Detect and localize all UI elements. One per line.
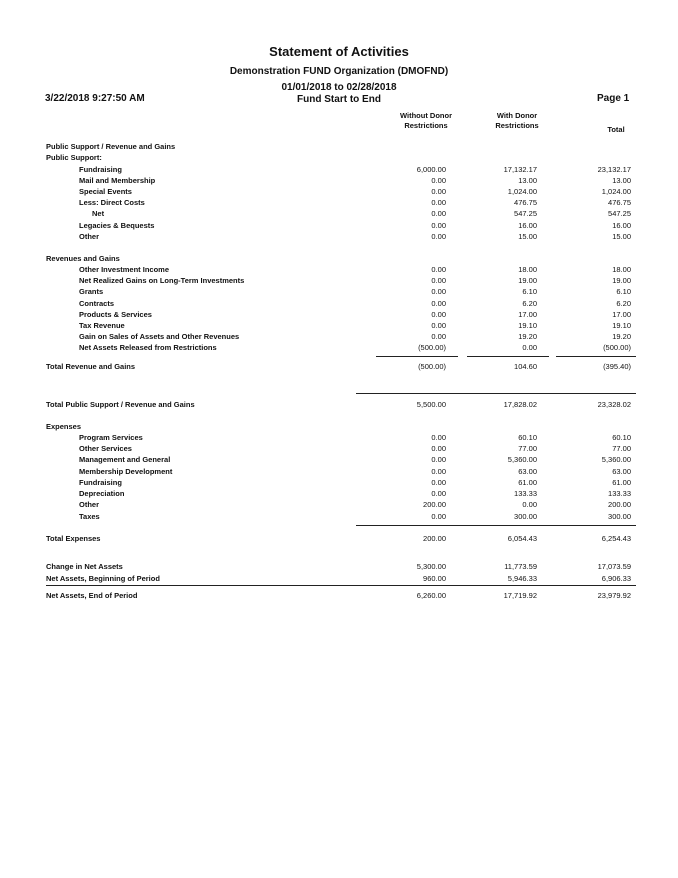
cell-with-donor: 5,360.00 — [507, 455, 537, 464]
row-label: Less: Direct Costs — [79, 198, 145, 207]
cell-total: (395.40) — [603, 362, 631, 371]
cell-total: 6,254.43 — [601, 534, 631, 543]
cell-total: (500.00) — [603, 343, 631, 352]
cell-without-donor: (500.00) — [418, 343, 446, 352]
row-label: Net Assets Released from Restrictions — [79, 343, 217, 352]
table-row — [0, 231, 678, 242]
cell-total: 23,979.92 — [597, 591, 631, 600]
cell-without-donor: 5,500.00 — [416, 400, 446, 409]
subtotal-rule — [356, 525, 636, 526]
row-label: Mail and Membership — [79, 176, 156, 185]
table-row — [0, 220, 678, 231]
cell-with-donor: 6,054.43 — [507, 534, 537, 543]
cell-with-donor: 60.10 — [518, 433, 537, 442]
cell-with-donor: 19.00 — [518, 276, 537, 285]
cell-without-donor: 0.00 — [431, 467, 446, 476]
row-label: Public Support: — [46, 153, 102, 162]
row-label: Gain on Sales of Assets and Other Revenues — [79, 332, 240, 341]
cell-without-donor: 0.00 — [431, 176, 446, 185]
row-label: Change in Net Assets — [46, 562, 123, 571]
cell-with-donor: 19.10 — [518, 321, 537, 330]
cell-total: 60.10 — [612, 433, 631, 442]
cell-total: 19.10 — [612, 321, 631, 330]
cell-without-donor: 0.00 — [431, 276, 446, 285]
ending-rule — [46, 585, 636, 586]
cell-total: 476.75 — [608, 198, 631, 207]
cell-without-donor: 0.00 — [431, 321, 446, 330]
cell-with-donor: 133.33 — [514, 489, 537, 498]
cell-without-donor: 200.00 — [423, 500, 446, 509]
page-number: Page 1 — [597, 93, 630, 104]
table-row — [0, 499, 678, 510]
table-row — [0, 421, 678, 432]
cell-with-donor: 17,132.17 — [503, 165, 537, 174]
row-label: Depreciation — [79, 489, 125, 498]
cell-total: 547.25 — [608, 209, 631, 218]
table-row — [0, 342, 678, 353]
table-row — [0, 466, 678, 477]
table-row — [0, 454, 678, 465]
cell-without-donor: 0.00 — [431, 433, 446, 442]
cell-total: 63.00 — [612, 467, 631, 476]
table-row — [0, 443, 678, 454]
row-label: Revenues and Gains — [46, 254, 120, 263]
cell-with-donor: 6.10 — [522, 287, 537, 296]
cell-without-donor: 0.00 — [431, 489, 446, 498]
cell-total: 13.00 — [612, 176, 631, 185]
cell-without-donor: 200.00 — [423, 534, 446, 543]
table-row — [0, 432, 678, 443]
column-header-without-donor — [376, 111, 476, 131]
table-row — [0, 309, 678, 320]
total-rule — [356, 393, 636, 394]
cell-without-donor: 0.00 — [431, 287, 446, 296]
cell-total: 6,906.33 — [601, 574, 631, 583]
table-row — [0, 590, 678, 601]
cell-with-donor: 17,828.02 — [503, 400, 537, 409]
cell-total: 1,024.00 — [601, 187, 631, 196]
row-label: Public Support / Revenue and Gains — [46, 142, 176, 151]
cell-total: 6.20 — [616, 299, 631, 308]
table-row — [0, 264, 678, 275]
row-label: Other Services — [79, 444, 132, 453]
cell-with-donor: 18.00 — [518, 265, 537, 274]
subtotal-rule — [376, 356, 458, 357]
row-label: Special Events — [79, 187, 132, 196]
table-row — [0, 399, 678, 410]
row-label: Tax Revenue — [79, 321, 125, 330]
row-label: Taxes — [79, 512, 100, 521]
row-label: Net — [92, 209, 105, 218]
row-label: Membership Development — [79, 467, 173, 476]
table-row — [0, 141, 678, 152]
cell-without-donor: 0.00 — [431, 187, 446, 196]
cell-without-donor: 0.00 — [431, 310, 446, 319]
cell-with-donor: 0.00 — [522, 500, 537, 509]
row-label: Program Services — [79, 433, 143, 442]
table-row — [0, 331, 678, 342]
cell-total: 5,360.00 — [601, 455, 631, 464]
cell-with-donor: 300.00 — [514, 512, 537, 521]
column-header-without-donor-line2: Restrictions — [404, 121, 448, 130]
subtotal-rule — [556, 356, 636, 357]
cell-without-donor: 0.00 — [431, 444, 446, 453]
row-label: Other — [79, 500, 100, 509]
column-header-with-donor — [467, 111, 567, 131]
cell-with-donor: 77.00 — [518, 444, 537, 453]
cell-total: 77.00 — [612, 444, 631, 453]
row-label: Fundraising — [79, 165, 122, 174]
cell-without-donor: 0.00 — [431, 209, 446, 218]
cell-with-donor: 15.00 — [518, 232, 537, 241]
cell-without-donor: 0.00 — [431, 265, 446, 274]
cell-total: 17,073.59 — [597, 562, 631, 571]
table-row — [0, 298, 678, 309]
organization-name: Demonstration FUND Organization (DMOFND) — [229, 66, 449, 77]
cell-with-donor: 63.00 — [518, 467, 537, 476]
cell-total: 19.20 — [612, 332, 631, 341]
cell-total: 23,132.17 — [597, 165, 631, 174]
cell-without-donor: 0.00 — [431, 221, 446, 230]
table-row — [0, 561, 678, 572]
table-row — [0, 186, 678, 197]
table-row — [0, 488, 678, 499]
table-row — [0, 533, 678, 544]
row-label: Products & Services — [79, 310, 152, 319]
cell-without-donor: (500.00) — [418, 362, 446, 371]
table-row — [0, 286, 678, 297]
row-label: Expenses — [46, 422, 82, 431]
table-row — [0, 275, 678, 286]
row-label: Legacies & Bequests — [79, 221, 155, 230]
cell-total: 23,328.02 — [597, 400, 631, 409]
cell-without-donor: 0.00 — [431, 512, 446, 521]
column-header-with-donor-line2: Restrictions — [495, 121, 539, 130]
cell-with-donor: 11,773.59 — [504, 562, 537, 571]
row-label: Management and General — [79, 455, 171, 464]
row-label: Net Assets, End of Period — [46, 591, 138, 600]
table-row — [0, 511, 678, 522]
cell-with-donor: 19.20 — [518, 332, 537, 341]
column-header-total: Total — [607, 125, 625, 134]
cell-total: 18.00 — [612, 265, 631, 274]
cell-without-donor: 0.00 — [431, 455, 446, 464]
cell-with-donor: 16.00 — [518, 221, 537, 230]
table-row — [0, 361, 678, 372]
row-label: Net Realized Gains on Long-Term Investments — [79, 276, 245, 285]
row-label: Other Investment Income — [79, 265, 170, 274]
table-row — [0, 320, 678, 331]
cell-without-donor: 0.00 — [431, 232, 446, 241]
table-row — [0, 477, 678, 488]
cell-with-donor: 547.25 — [514, 209, 537, 218]
row-label: Grants — [79, 287, 104, 296]
table-row — [0, 152, 678, 163]
column-header-with-donor-line1: With Donor — [496, 111, 538, 120]
table-row — [0, 164, 678, 175]
cell-with-donor: 1,024.00 — [507, 187, 537, 196]
cell-without-donor: 0.00 — [431, 332, 446, 341]
cell-total: 300.00 — [608, 512, 631, 521]
table-row — [0, 197, 678, 208]
row-label: Other — [79, 232, 100, 241]
cell-with-donor: 0.00 — [522, 343, 537, 352]
cell-total: 6.10 — [616, 287, 631, 296]
cell-without-donor: 960.00 — [423, 574, 446, 583]
cell-without-donor: 6,260.00 — [416, 591, 446, 600]
cell-with-donor: 6.20 — [522, 299, 537, 308]
report-title: Statement of Activities — [269, 44, 409, 59]
cell-without-donor: 5,300.00 — [416, 562, 446, 571]
cell-total: 15.00 — [612, 232, 631, 241]
row-label: Fundraising — [79, 478, 122, 487]
table-row — [0, 208, 678, 219]
cell-total: 61.00 — [612, 478, 631, 487]
report-basis: Fund Start to End — [297, 94, 381, 105]
cell-without-donor: 0.00 — [431, 299, 446, 308]
column-header-without-donor-line1: Without Donor — [400, 111, 452, 120]
row-label: Total Public Support / Revenue and Gains — [46, 400, 195, 409]
row-label: Contracts — [79, 299, 115, 308]
table-row — [0, 175, 678, 186]
cell-with-donor: 61.00 — [518, 478, 537, 487]
subtotal-rule — [467, 356, 549, 357]
cell-without-donor: 6,000.00 — [416, 165, 446, 174]
cell-without-donor: 0.00 — [431, 198, 446, 207]
report-period: 01/01/2018 to 02/28/2018 — [281, 82, 397, 93]
row-label: Total Expenses — [46, 534, 101, 543]
cell-total: 133.33 — [608, 489, 631, 498]
row-label: Total Revenue and Gains — [46, 362, 136, 371]
cell-total: 17.00 — [612, 310, 631, 319]
row-label: Net Assets, Beginning of Period — [46, 574, 160, 583]
cell-without-donor: 0.00 — [431, 478, 446, 487]
cell-with-donor: 476.75 — [514, 198, 537, 207]
cell-with-donor: 17.00 — [518, 310, 537, 319]
cell-with-donor: 17,719.92 — [503, 591, 537, 600]
cell-total: 19.00 — [612, 276, 631, 285]
table-row — [0, 253, 678, 264]
cell-with-donor: 13.00 — [518, 176, 537, 185]
cell-with-donor: 5,946.33 — [507, 574, 537, 583]
cell-total: 200.00 — [608, 500, 631, 509]
cell-total: 16.00 — [612, 221, 631, 230]
cell-with-donor: 104.60 — [514, 362, 537, 371]
table-row — [0, 573, 678, 584]
printed-timestamp: 3/22/2018 9:27:50 AM — [45, 93, 145, 104]
